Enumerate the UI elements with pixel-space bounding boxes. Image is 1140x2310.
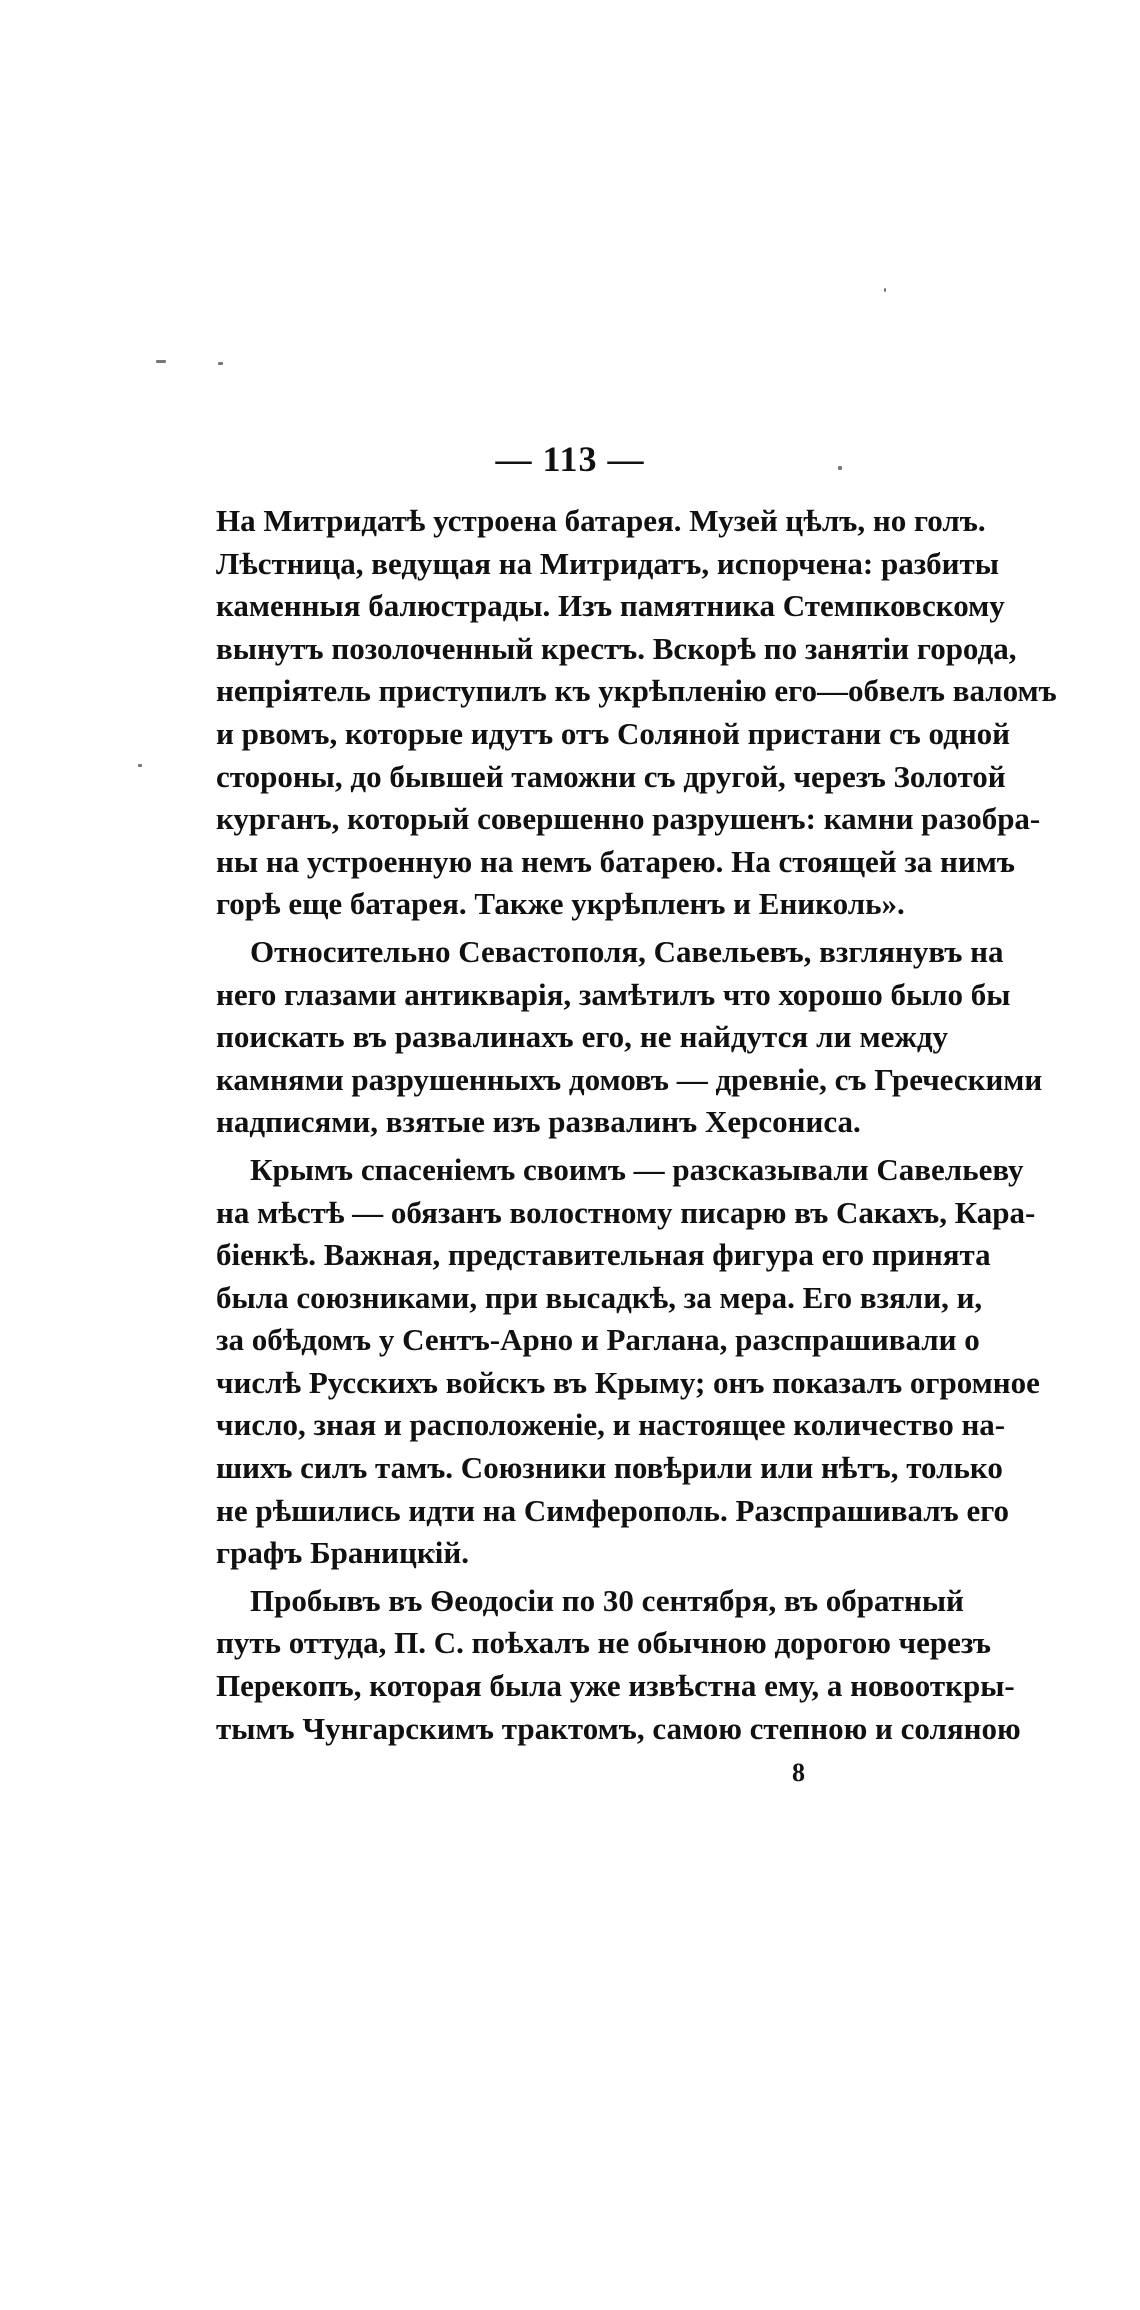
text-line: Относительно Севастополя, Савельевъ, взглянувъ на (250, 933, 1004, 969)
text-line: курганъ, который совершенно разрушенъ: камни разобра- (216, 801, 1041, 837)
text-line: не рѣшились идти на Симферополь. Разспрашивалъ его (216, 1492, 1010, 1528)
paragraph (216, 931, 1043, 1144)
paragraph (216, 500, 1057, 926)
text-line: на мѣстѣ — обязанъ волостному писарю въ Сакахъ, Кара- (216, 1194, 1036, 1230)
text-line: каменныя балюстрады. Изъ памятника Стемпковскому (216, 588, 1005, 624)
signature-mark: 8 (792, 1758, 805, 1787)
paragraph (216, 1580, 1021, 1750)
text-line: ны на устроенную на немъ батарею. На стоящей за нимъ (216, 843, 1015, 879)
scan-speck (138, 764, 142, 767)
text-line: стороны, до бывшей таможни съ другой, черезъ Золотой (216, 758, 1006, 794)
text-line: за обѣдомъ у Сентъ-Арно и Раглана, разспрашивали о (216, 1322, 980, 1358)
text-line: вынутъ позолоченный крестъ. Вскорѣ по занятіи города, (216, 630, 1017, 666)
text-line: Перекопъ, которая была уже извѣстна ему, а новооткры- (216, 1668, 1015, 1704)
text-line: надписями, взятые изъ развалинъ Херсониса. (216, 1104, 861, 1140)
text-line: камнями разрушенныхъ домовъ — древніе, съ Греческими (216, 1061, 1043, 1097)
body-text (216, 500, 1057, 1755)
text-line: На Митридатѣ устроена батарея. Музей цѣлъ, но голъ. (216, 503, 986, 538)
text-line: Пробывъ въ Ѳеодосіи по 30 сентября, въ обратный (250, 1582, 964, 1618)
text-line: Крымъ спасеніемъ своимъ — разсказывали Савельеву (250, 1151, 1024, 1187)
text-line: графъ Браницкій. (216, 1535, 469, 1571)
text-line: біенкѣ. Важная, представительная фигура его принята (216, 1237, 991, 1273)
text-line: Лѣстница, ведущая на Митридатъ, испорчена: разбиты (216, 545, 999, 581)
scan-speck (884, 288, 886, 292)
text-line: была союзниками, при высадкѣ, за мера. Его взяли, и, (216, 1279, 983, 1315)
text-line: непріятель приступилъ къ укрѣпленію его—обвелъ валомъ (216, 673, 1057, 709)
text-line: тымъ Чунгарскимъ трактомъ, самою степною и соляною (216, 1710, 1021, 1746)
text-line: него глазами антикварія, замѣтилъ что хорошо было бы (216, 976, 1011, 1012)
paragraph (216, 1149, 1040, 1575)
scan-speck (218, 362, 223, 365)
text-line: число, зная и расположеніе, и настоящее количество на- (216, 1407, 1006, 1443)
text-line: шихъ силъ тамъ. Союзники повѣрили или нѣтъ, только (216, 1450, 1003, 1486)
text-line: поискать въ развалинахъ его, не найдутся ли между (216, 1019, 948, 1055)
scan-speck (156, 360, 166, 363)
text-line: числѣ Русскихъ войскъ въ Крыму; онъ показалъ огромное (216, 1364, 1040, 1400)
text-line: горѣ еще батарея. Также укрѣпленъ и Ениколь». (216, 886, 905, 922)
page-number-header: — 113 — (495, 439, 645, 479)
text-line: путь оттуда, П. С. поѣхалъ не обычною дорогою черезъ (216, 1625, 991, 1661)
text-line: и рвомъ, которые идутъ отъ Соляной пристани съ одной (216, 715, 1011, 751)
